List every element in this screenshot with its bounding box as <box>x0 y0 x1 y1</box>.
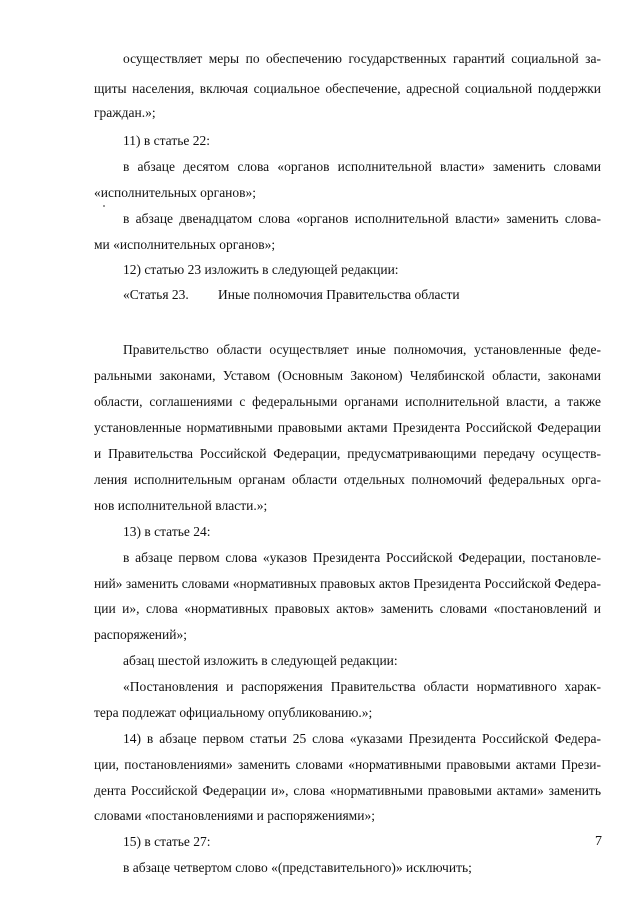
text-line: граждан.»; <box>94 105 156 120</box>
text-line: нов исполнительной власти.»; <box>94 498 268 513</box>
text-line: ции, постановлениями» заменить словами «нормативными правовыми актами Прези- <box>94 757 601 772</box>
text-line: в абзаце четвертом слово «(представительного)» исключить; <box>123 860 472 875</box>
text-line: «исполнительных органов»; <box>94 185 257 200</box>
text-line: ний» заменить словами «нормативных правовых актов Президента Российской Федера- <box>94 576 601 591</box>
text-line: и Правительства Российской Федерации, предусматривающими передачу осуществ- <box>94 446 601 461</box>
text-line: щиты населения, включая социальное обеспечение, адресной социальной поддержки <box>94 81 601 96</box>
list-item-number: 11) в статье 22: <box>123 133 210 148</box>
text-line: ления исполнительным органам области отдельных полномочий федеральных орга- <box>94 472 601 487</box>
text-line: ми «исполнительных органов»; <box>94 237 276 252</box>
text-line: в абзаце десятом слова «органов исполнительной власти» заменить словами <box>123 159 601 174</box>
text-line: области, соглашениями с федеральными органами исполнительной власти, а также <box>94 394 601 409</box>
text-line: 14) в абзаце первом статьи 25 слова «указами Президента Российской Федера- <box>123 731 601 746</box>
text-line: Правительство области осуществляет иные полномочия, установленные феде- <box>123 342 601 357</box>
text-line: распоряжений»; <box>94 627 187 642</box>
text-line: ральными законами, Уставом (Основным Законом) Челябинской области, законами <box>94 368 601 383</box>
article-title: Иные полномочия Правительства области <box>218 287 460 302</box>
text-line: в абзаце двенадцатом слова «органов исполнительной власти» заменить слова- <box>123 211 601 226</box>
text-line: дента Российской Федерации и», слова «нормативными правовыми актами» заменить <box>94 783 601 798</box>
text-line: абзац шестой изложить в следующей редакции: <box>123 653 398 668</box>
text-line: установленные нормативными правовыми актами Президента Российской Федерации <box>94 420 601 435</box>
article-number: «Статья 23. <box>123 287 189 302</box>
text-line: ции и», слова «нормативных правовых актов» заменить словами «постановлений и <box>94 601 601 616</box>
text-line: осуществляет меры по обеспечению государственных гарантий социальной за- <box>123 51 601 66</box>
page-number: 7 <box>595 834 602 849</box>
text-line: словами «постановлениями и распоряжениями»; <box>94 808 375 823</box>
text-line: тера подлежат официальному опубликованию.»; <box>94 705 373 720</box>
list-item-number: 13) в статье 24: <box>123 524 211 539</box>
scan-speck <box>103 205 105 207</box>
text-line: «Постановления и распоряжения Правительства области нормативного харак- <box>123 679 601 694</box>
list-item-number: 12) статью 23 изложить в следующей редакции: <box>123 262 399 277</box>
text-line: в абзаце первом слова «указов Президента Российской Федерации, постановле- <box>123 550 601 565</box>
list-item-number: 15) в статье 27: <box>123 834 211 849</box>
